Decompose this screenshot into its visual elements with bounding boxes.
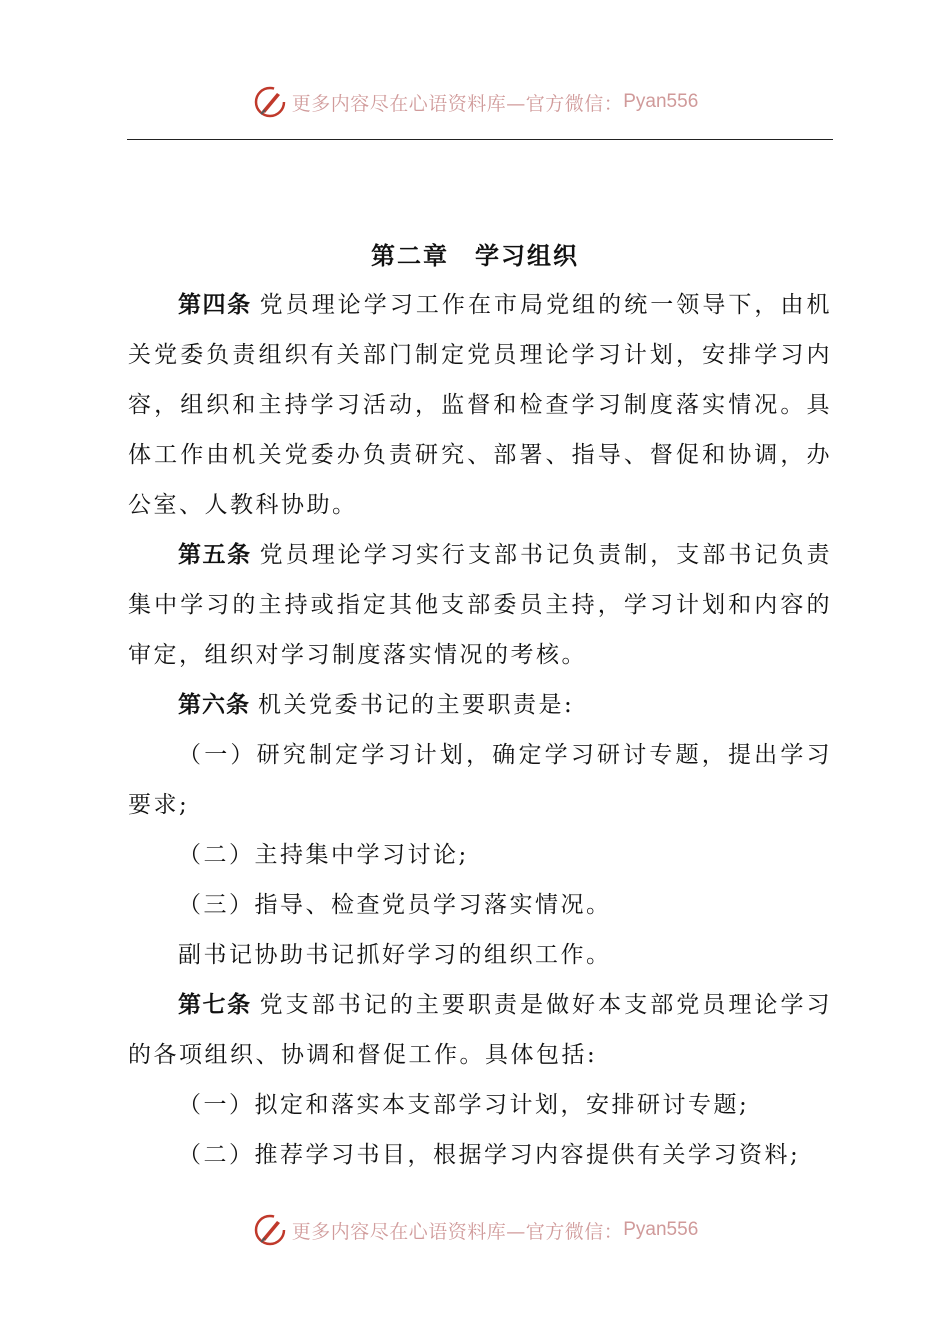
list-item-text: （三）指导、检查党员学习落实情况。 (178, 892, 612, 918)
watermark-text: 更多内容尽在心语资料库—官方微信： (291, 1220, 624, 1243)
article-label: 第六条 (178, 692, 250, 718)
article-text: 党员理论学习工作在市局党组的统一领导下，由机关党委负责组织有关部门制定党员理论学习计划，安排学习内容，组织和主持学习活动，监督和检查学习制度落实情况。具体工作由机关党委办负责研究、部署、指导、督促和协调，办公室、人教科协助。 (128, 292, 832, 518)
article-7 (128, 980, 832, 1080)
paragraph-text: 副书记协助书记抓好学习的组织工作。 (178, 942, 612, 968)
watermark-wechat-id: Pyan556 (623, 91, 699, 112)
list-item-text: （一）拟定和落实本支部学习计划，安排研讨专题; (178, 1092, 750, 1118)
list-item (128, 730, 832, 830)
list-item-text: （二）主持集中学习讨论; (178, 842, 469, 868)
watermark-text: 更多内容尽在心语资料库—官方微信： (291, 92, 624, 115)
quill-logo-icon (252, 1212, 288, 1248)
document-body (128, 280, 832, 1180)
article-label: 第四条 (178, 292, 252, 318)
list-item (128, 1080, 832, 1130)
quill-logo-icon (252, 84, 288, 120)
article-5 (128, 530, 832, 680)
paragraph (128, 930, 832, 980)
article-label: 第五条 (178, 542, 252, 568)
list-item (128, 880, 832, 930)
chapter-title: 第二章 学习组织 (371, 242, 579, 270)
list-item-text: （一）研究制定学习计划，确定学习研讨专题，提出学习要求; (128, 742, 832, 818)
header-divider (127, 139, 833, 140)
watermark-wechat-id: Pyan556 (623, 1219, 699, 1240)
article-6 (128, 680, 832, 730)
article-text: 党员理论学习实行支部书记负责制，支部书记负责集中学习的主持或指定其他支部委员主持，学习计划和内容的审定，组织对学习制度落实情况的考核。 (128, 542, 832, 668)
list-item-text: （二）推荐学习书目，根据学习内容提供有关学习资料; (178, 1142, 801, 1168)
list-item (128, 830, 832, 880)
article-4 (128, 280, 832, 530)
list-item (128, 1130, 832, 1180)
article-label: 第七条 (178, 992, 252, 1018)
article-text: 机关党委书记的主要职责是: (258, 692, 575, 718)
header-watermark (0, 80, 950, 124)
footer-watermark (0, 1208, 950, 1252)
article-text: 党支部书记的主要职责是做好本支部党员理论学习的各项组织、协调和督促工作。具体包括: (128, 992, 832, 1068)
